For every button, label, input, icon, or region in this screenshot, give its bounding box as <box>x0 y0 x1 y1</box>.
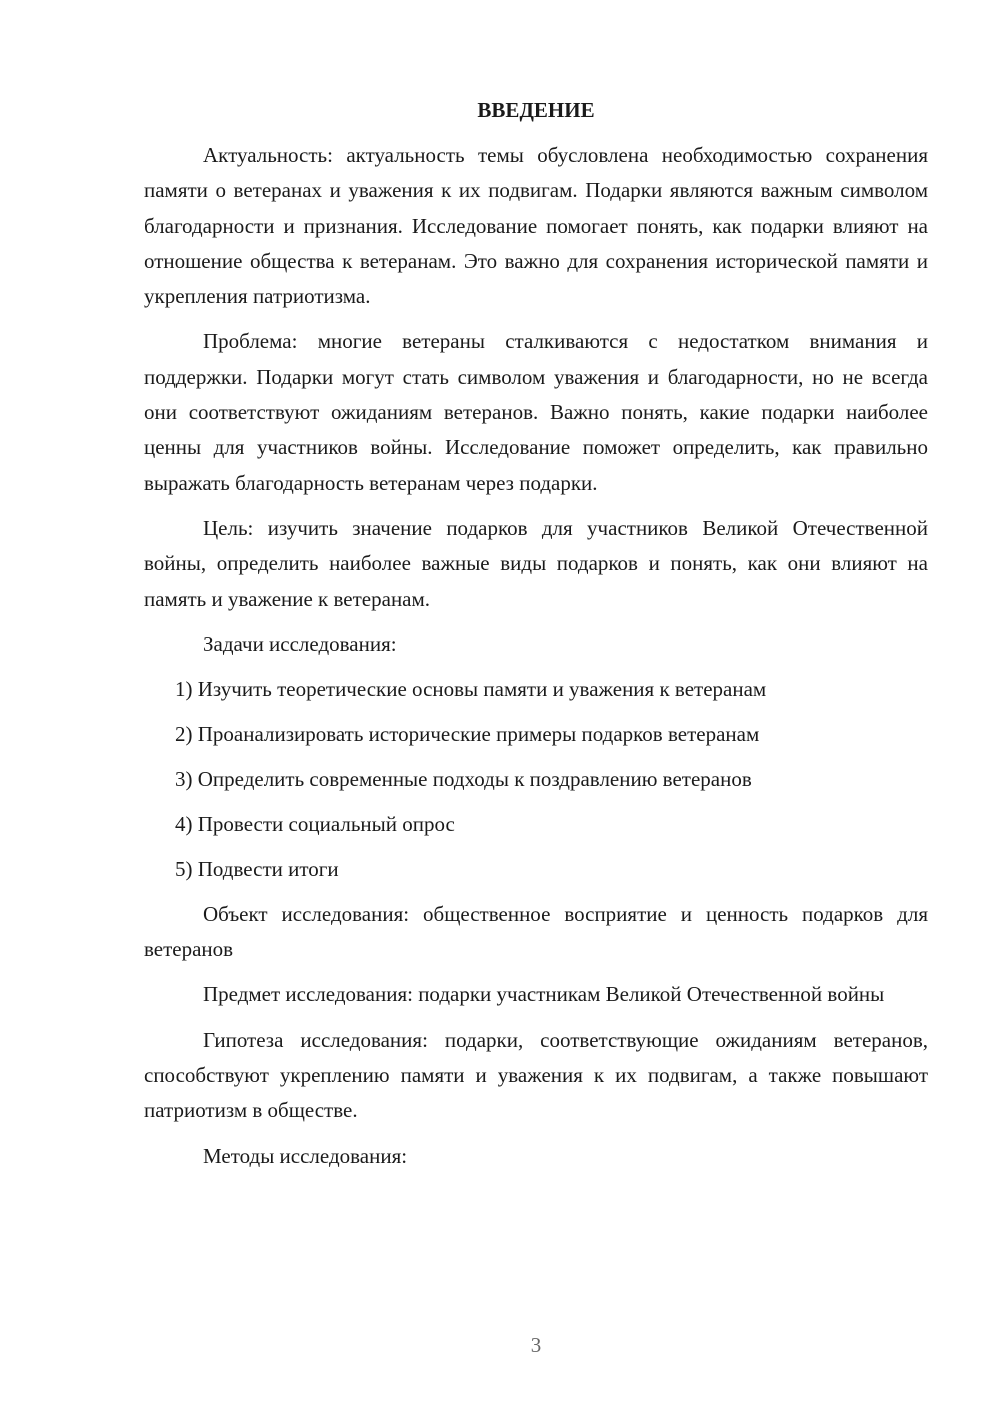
task-item-2: 2) Проанализировать исторические примеры подарков ветеранам <box>175 721 760 746</box>
task-item-3: 3) Определить современные подходы к поздравлению ветеранов <box>175 766 752 791</box>
subject-paragraph: Предмет исследования: подарки участникам Великой Отечественной войны <box>203 982 885 1007</box>
page-number: 3 <box>530 1333 542 1357</box>
page-title: ВВЕДЕНИЕ <box>477 98 595 122</box>
task-item-5: 5) Подвести итоги <box>175 856 339 881</box>
methods-paragraph: Методы исследования: <box>203 1143 408 1168</box>
relevance-paragraph: Актуальность: актуальность темы обусловлена необходимостью сохранения памяти о ветеранах и уважения к их подвигам. Подарки являются важным символом благодарности и признания. Исследование помогает понять, как подарки влияют на отношение общества к ветеранам. Это важно для сохранения исторической памяти и укрепления патриотизма. <box>144 143 928 309</box>
hypothesis-paragraph: Гипотеза исследования: подарки, соответствующие ожиданиям ветеранов, способствуют укреплению памяти и уважения к их подвигам, а также повышают патриотизм в обществе. <box>144 1027 928 1123</box>
tasks-heading: Задачи исследования: <box>203 631 397 656</box>
task-item-1: 1) Изучить теоретические основы памяти и уважения к ветеранам <box>175 676 767 701</box>
tasks-list <box>144 672 928 887</box>
task-item-4: 4) Провести социальный опрос <box>175 811 455 836</box>
document-page <box>144 96 928 1184</box>
problem-paragraph: Проблема: многие ветераны сталкиваются с недостатком внимания и поддержки. Подарки могут стать символом уважения и благодарности, но не всегда они соответствуют ожиданиям ветеранов. Важно понять, какие подарки наиболее ценны для участников войны. Исследование поможет определить, как правильно выражать благодарность ветеранам через подарки. <box>144 329 928 495</box>
object-paragraph: Объект исследования: общественное восприятие и ценность подарков для ветеранов <box>144 901 928 962</box>
goal-paragraph: Цель: изучить значение подарков для участников Великой Отечественной войны, определить наиболее важные виды подарков и понять, как они влияют на память и уважение к ветеранам. <box>144 515 928 611</box>
